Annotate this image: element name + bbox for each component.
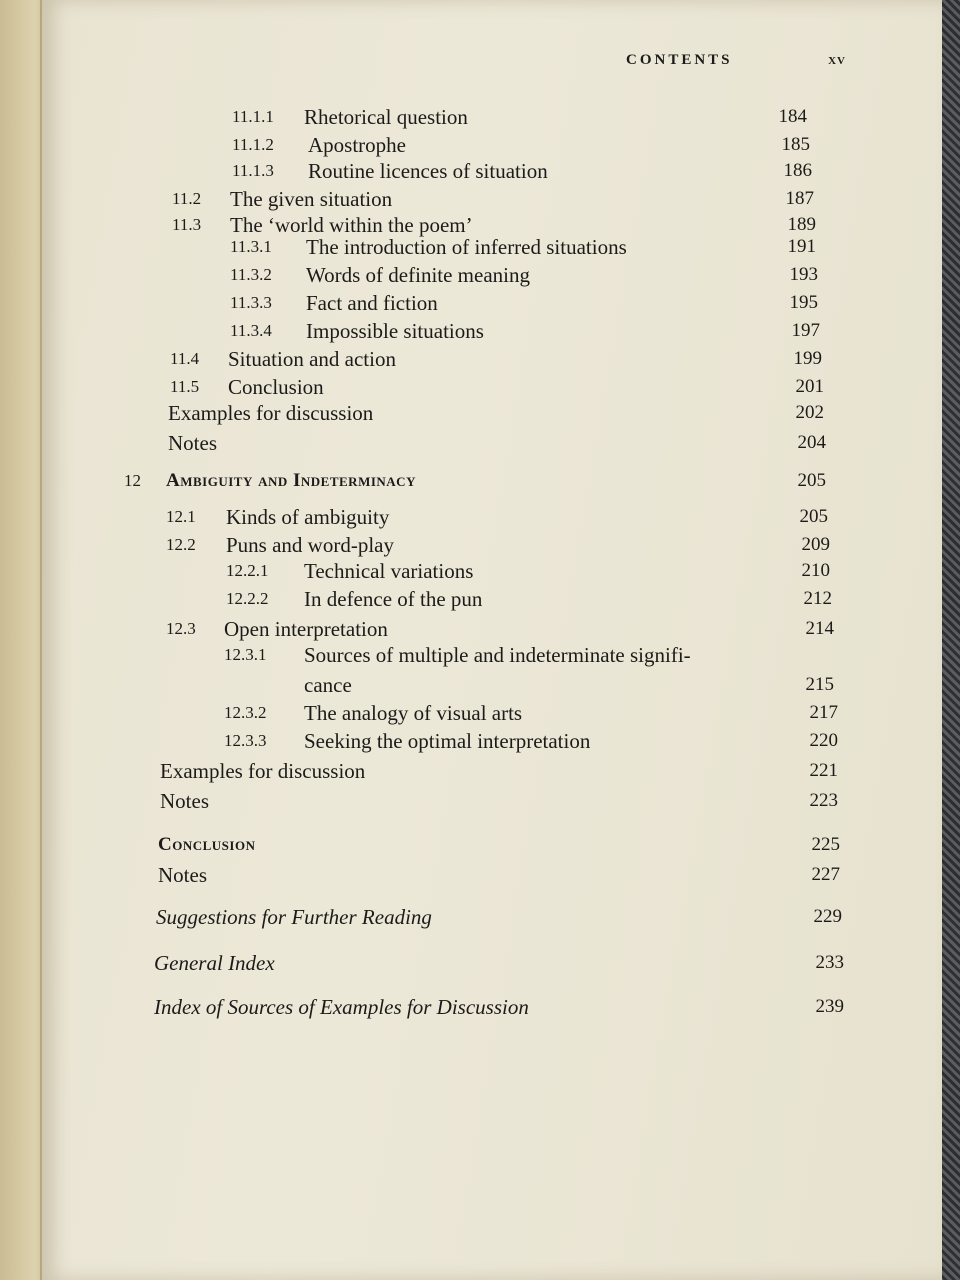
- toc-entry-number: 12.3.3: [224, 731, 267, 750]
- toc-entry-number: 12.1: [166, 507, 196, 526]
- toc-entry-number: 11.1.1: [232, 107, 274, 126]
- toc-entry-title: General Index: [154, 951, 275, 975]
- toc-entry-page-number: 220: [809, 730, 838, 751]
- toc-entry: [42, 260, 818, 290]
- toc-entry-page-number: 204: [797, 432, 826, 453]
- toc-entry-title: The introduction of inferred situations: [306, 235, 627, 259]
- toc-entry-number: 11.3: [172, 215, 202, 234]
- toc-entry-number: 12.2: [166, 535, 196, 554]
- running-header-page-number: xv: [828, 52, 846, 68]
- toc-entry: [42, 428, 826, 458]
- toc-entry-number: 12.3: [166, 619, 196, 638]
- toc-entry-title: Kinds of ambiguity: [226, 505, 390, 529]
- toc-entry-page-number: 227: [811, 864, 840, 885]
- toc-entry: [42, 640, 842, 670]
- toc-entry-page-number: 201: [795, 376, 824, 397]
- toc-entry-title: Conclusion: [158, 834, 256, 855]
- toc-entry-title: cance: [304, 673, 352, 697]
- toc-entry-title: Open interpretation: [224, 617, 388, 641]
- toc-entry-title: Suggestions for Further Reading: [156, 905, 432, 929]
- toc-entry-title: Notes: [160, 789, 209, 813]
- toc-entry-number: 12.2.1: [226, 561, 269, 580]
- toc-entry: [42, 398, 824, 428]
- toc-entry: [42, 466, 826, 496]
- toc-entry-number: 12.3.1: [224, 645, 267, 664]
- toc-entry: [42, 756, 838, 786]
- toc-entry-number: 11.4: [170, 349, 200, 368]
- toc-entry: [42, 902, 842, 932]
- toc-entry-title: Apostrophe: [308, 133, 406, 157]
- book-page: [40, 0, 942, 1280]
- toc-entry: [42, 830, 840, 860]
- toc-entry-number: 11.3.3: [230, 293, 272, 312]
- toc-entry: [42, 670, 834, 700]
- toc-entry-page-number: 215: [805, 674, 834, 695]
- toc-entry-title: Conclusion: [228, 375, 324, 399]
- toc-entry-page-number: 221: [809, 760, 838, 781]
- toc-entry: [42, 102, 807, 132]
- toc-entry-title: The given situation: [230, 187, 393, 211]
- toc-entry-page-number: 214: [805, 618, 834, 639]
- toc-entry-page-number: 225: [811, 834, 840, 855]
- toc-entry-page-number: 212: [803, 588, 832, 609]
- toc-entry-page-number: 205: [799, 506, 828, 527]
- toc-entry-number: 11.1.2: [232, 135, 274, 154]
- toc-entry-title: Sources of multiple and indeterminate signifi-: [304, 643, 691, 667]
- toc-entry-title: Ambiguity and Indeterminacy: [166, 470, 416, 491]
- toc-entry-page-number: 223: [809, 790, 838, 811]
- running-header-title: CONTENTS: [626, 52, 733, 68]
- toc-entry-title: Puns and word-play: [226, 533, 394, 557]
- toc-entry-number: 12: [124, 471, 141, 490]
- toc-entry-title: Technical variations: [304, 559, 474, 583]
- toc-entry-title: Examples for discussion: [160, 759, 366, 783]
- toc-entry-page-number: 193: [789, 264, 818, 285]
- toc-entry: [42, 288, 818, 318]
- toc-entry: [42, 948, 844, 978]
- toc-entry-title: Fact and fiction: [306, 291, 438, 315]
- toc-entry-number: 11.3.2: [230, 265, 272, 284]
- toc-entry-title: Index of Sources of Examples for Discussion: [154, 995, 529, 1019]
- toc-entry-title: Impossible situations: [306, 319, 484, 343]
- toc-entry: [42, 860, 840, 890]
- table-of-contents: [42, 0, 942, 1280]
- toc-entry-page-number: 197: [791, 320, 820, 341]
- toc-entry: [42, 502, 828, 532]
- toc-entry-title: In defence of the pun: [304, 587, 483, 611]
- toc-entry: [42, 698, 838, 728]
- toc-entry-page-number: 233: [815, 952, 844, 973]
- toc-entry: [42, 584, 832, 614]
- toc-entry: [42, 316, 820, 346]
- toc-entry-page-number: 209: [801, 534, 830, 555]
- toc-entry-title: The analogy of visual arts: [304, 701, 523, 725]
- toc-entry-page-number: 185: [781, 134, 810, 155]
- toc-entry-page-number: 184: [778, 106, 807, 127]
- toc-entry-number: 12.2.2: [226, 589, 269, 608]
- toc-entry: [42, 786, 838, 816]
- toc-entry-page-number: 217: [809, 702, 838, 723]
- toc-entry-number: 11.3.4: [230, 321, 272, 340]
- toc-entry-page-number: 205: [797, 470, 826, 491]
- toc-entry-page-number: 239: [815, 996, 844, 1017]
- toc-entry-title: Notes: [158, 863, 207, 887]
- toc-entry-title: Routine licences of situation: [308, 159, 548, 183]
- toc-entry-number: 11.2: [172, 189, 202, 208]
- toc-entry: [42, 156, 812, 186]
- toc-entry-number: 12.3.2: [224, 703, 267, 722]
- toc-entry-title: Rhetorical question: [304, 105, 468, 129]
- toc-entry-page-number: 186: [783, 160, 812, 181]
- toc-entry-page-number: 199: [793, 348, 822, 369]
- toc-entry-number: 11.5: [170, 377, 200, 396]
- toc-entry-title: The ‘world within the poem’: [230, 213, 473, 237]
- toc-entry-number: 11.3.1: [230, 237, 272, 256]
- toc-entry: [42, 232, 816, 262]
- toc-entry: [42, 344, 822, 374]
- toc-entry-title: Situation and action: [228, 347, 396, 371]
- toc-entry-page-number: 189: [787, 214, 816, 235]
- toc-entry-title: Examples for discussion: [168, 401, 374, 425]
- toc-entry-page-number: 210: [801, 560, 830, 581]
- toc-entry: [42, 992, 844, 1022]
- toc-entry-page-number: 202: [795, 402, 824, 423]
- toc-entry-page-number: 187: [785, 188, 814, 209]
- toc-entry-page-number: 229: [813, 906, 842, 927]
- toc-entry-title: Seeking the optimal interpretation: [304, 729, 591, 753]
- toc-entry-title: Words of definite meaning: [306, 263, 530, 287]
- toc-entry-page-number: 191: [787, 236, 816, 257]
- toc-entry: [42, 726, 838, 756]
- toc-entry: [42, 556, 830, 586]
- toc-entry-page-number: 195: [789, 292, 818, 313]
- toc-entry-number: 11.1.3: [232, 161, 274, 180]
- toc-entry-title: Notes: [168, 431, 217, 455]
